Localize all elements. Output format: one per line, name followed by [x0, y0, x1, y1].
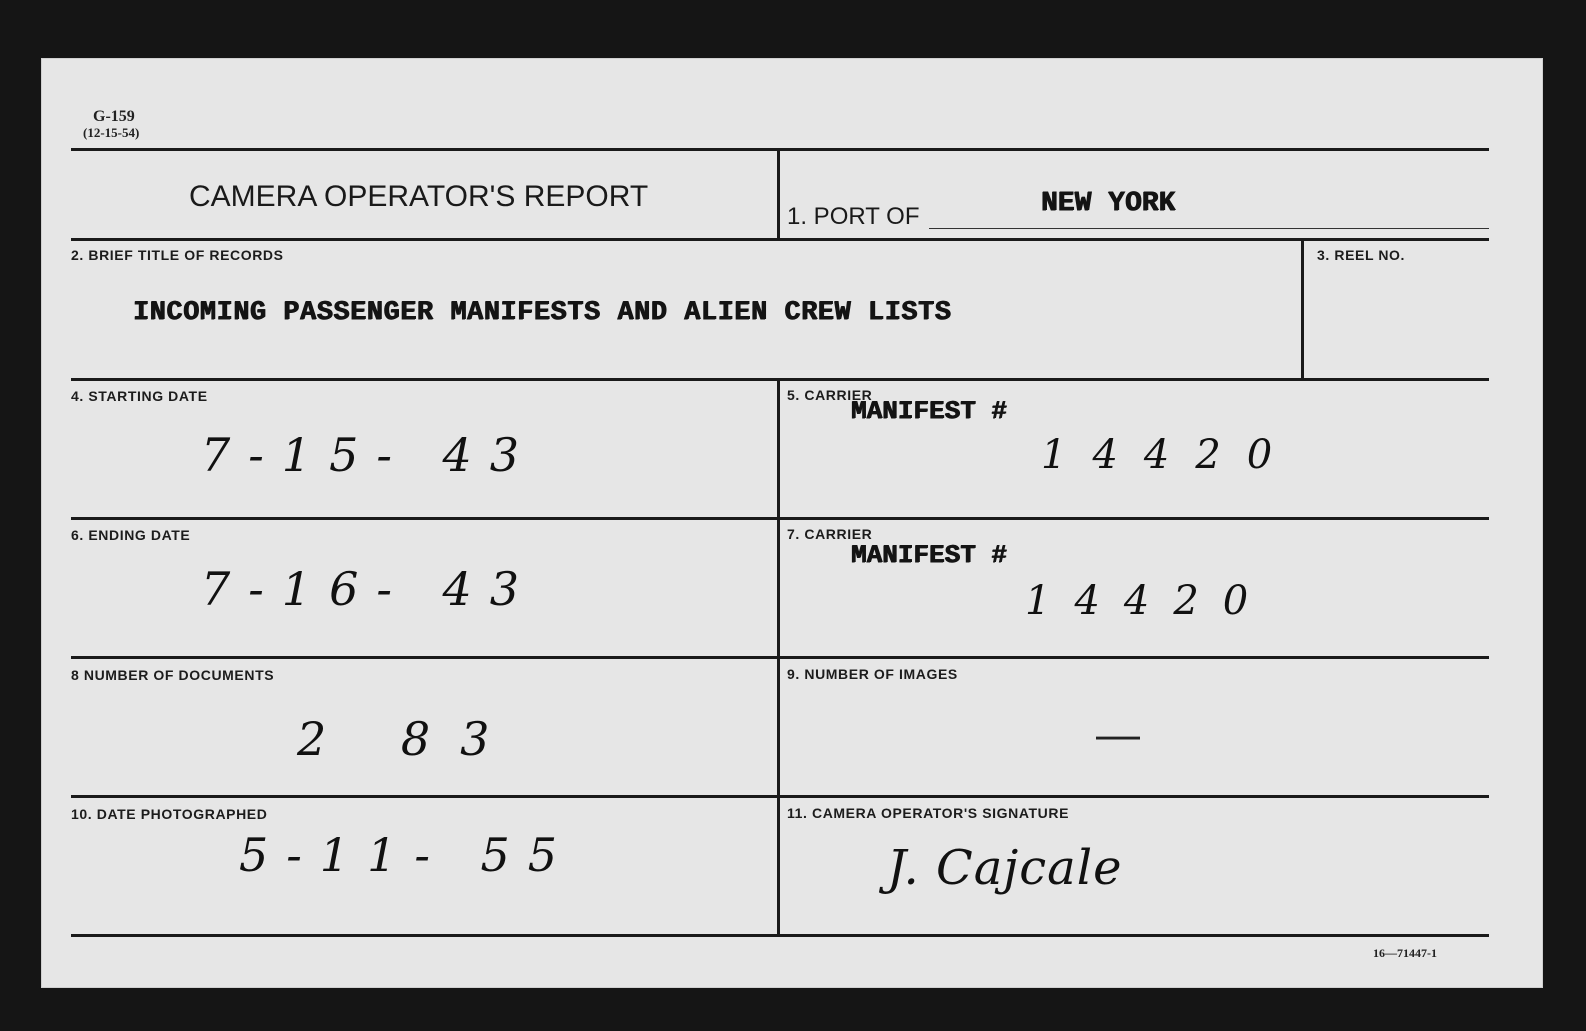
- records-title-label: 2. BRIEF TITLE OF RECORDS: [71, 247, 284, 263]
- rule-header-bottom: [71, 238, 1489, 241]
- rule-top: [71, 148, 1489, 151]
- signature-label: 11. CAMERA OPERATOR'S SIGNATURE: [787, 805, 1070, 821]
- report-title: CAMERA OPERATOR'S REPORT: [189, 180, 649, 213]
- carrier-end-value: 14420: [1025, 578, 1273, 624]
- date-photographed-value: 5-11- 55: [239, 828, 576, 882]
- form-revision: (12-15-54): [83, 125, 140, 140]
- port-underline: [929, 228, 1489, 229]
- port-value: NEW YORK: [1041, 188, 1176, 219]
- divider-header: [777, 148, 780, 238]
- form-number: G-159: [93, 108, 135, 125]
- images-label: 9. NUMBER OF IMAGES: [787, 666, 958, 682]
- carrier-start-typed: MANIFEST #: [851, 396, 1008, 426]
- report-card: [41, 58, 1543, 988]
- rule-row-3: [71, 517, 1489, 520]
- images-value: —: [1096, 710, 1140, 759]
- documents-label: 8 NUMBER OF DOCUMENTS: [71, 667, 275, 683]
- records-title-value: INCOMING PASSENGER MANIFESTS AND ALIEN CREW LISTS: [133, 298, 952, 328]
- divider-reel: [1301, 238, 1304, 378]
- port-label: 1. PORT OF: [787, 203, 920, 230]
- carrier-end-typed: MANIFEST #: [851, 540, 1008, 570]
- ending-date-value: 7-16- 43: [201, 562, 538, 616]
- carrier-start-value: 14420: [1041, 432, 1299, 478]
- rule-row-5: [71, 795, 1489, 798]
- carrier-start-label: 5. CARRIER: [787, 387, 873, 403]
- ending-date-label: 6. ENDING DATE: [71, 527, 191, 543]
- date-photographed-label: 10. DATE PHOTOGRAPHED: [71, 806, 268, 822]
- operator-signature: J. Cajcale: [887, 840, 1123, 896]
- starting-date-value: 7-15- 43: [201, 428, 538, 482]
- carrier-end-label: 7. CARRIER: [787, 526, 873, 542]
- documents-value: 2 83: [297, 712, 520, 766]
- rule-row-2: [71, 378, 1489, 381]
- starting-date-label: 4. STARTING DATE: [71, 388, 208, 404]
- rule-row-4: [71, 656, 1489, 659]
- footer-code: 16—71447-1: [1373, 946, 1437, 960]
- reel-no-label: 3. REEL NO.: [1317, 247, 1406, 263]
- rule-bottom: [71, 934, 1489, 937]
